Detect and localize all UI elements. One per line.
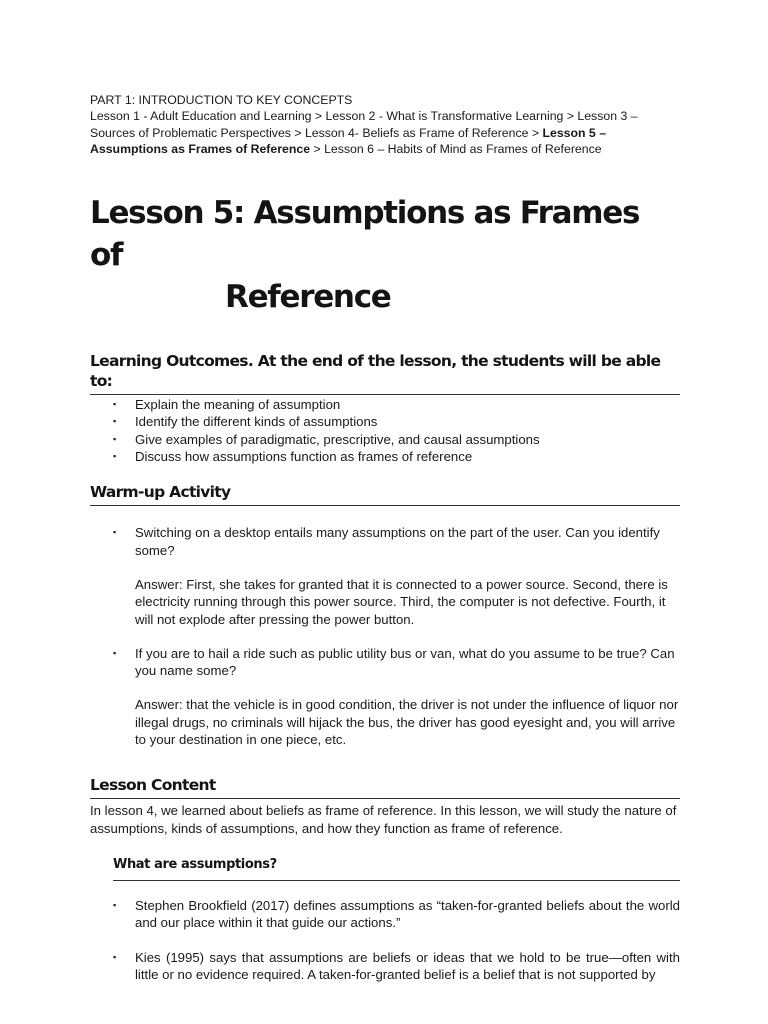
bullet-icon: ▪ xyxy=(113,451,117,462)
bullet-icon: ▪ xyxy=(113,647,117,658)
breadcrumb xyxy=(90,92,680,157)
list-item xyxy=(90,524,680,627)
bullet-icon: ▪ xyxy=(113,951,117,962)
list-item: ▪ Kies (1995) says that assumptions are beliefs or ideas that we hold to be true—often with little or no evidence required. A taken-for-granted belief is a belief that is not supported by xyxy=(113,949,680,982)
lesson-content-intro: In lesson 4, we learned about beliefs as frame of reference. In this lesson, we will study the nature of assumptions, kinds of assumptions, and how they function as frame of reference. xyxy=(90,803,677,836)
part-label: PART 1: INTRODUCTION TO KEY CONCEPTS xyxy=(90,93,353,107)
definitions-list xyxy=(90,897,680,983)
what-are-assumptions-heading: What are assumptions? xyxy=(113,856,680,881)
document-page xyxy=(90,92,680,983)
learning-outcomes-heading: Learning Outcomes. At the end of the lesson, the students will be able to: xyxy=(90,351,680,395)
list-item: ▪ Discuss how assumptions function as frames of reference xyxy=(113,449,473,465)
warmup-list xyxy=(90,524,680,748)
list-item: ▪ Stephen Brookfield (2017) defines assumptions as “taken-for-granted beliefs about the world and our place within it that guide our actions.” xyxy=(113,897,680,931)
learning-outcomes-list xyxy=(90,396,680,465)
list-item xyxy=(90,645,680,748)
list-item: ▪ Identify the different kinds of assumptions xyxy=(113,414,378,430)
lesson-content-heading: Lesson Content xyxy=(90,775,680,799)
breadcrumb-next: > Lesson 6 – Habits of Mind as Frames of Reference xyxy=(310,141,602,156)
warmup-heading: Warm-up Activity xyxy=(90,482,680,506)
warmup-answer: Answer: First, she takes for granted that it is connected to a power source. Second, there is electricity running through this power source. Third, the computer is not defective. Fourth, it will not explode after pressing the power button. xyxy=(135,576,668,627)
bullet-icon: ▪ xyxy=(113,433,117,444)
bullet-icon: ▪ xyxy=(113,416,117,427)
warmup-question: If you are to hail a ride such as public utility bus or van, what do you assume to be true? Can you name some? xyxy=(135,645,675,679)
warmup-question: Switching on a desktop entails many assumptions on the part of the user. Can you identify some? xyxy=(135,525,660,558)
title-line-1: Lesson 5: Assumptions as Frames of xyxy=(90,195,640,274)
bullet-icon: ▪ xyxy=(113,899,117,910)
bullet-icon: ▪ xyxy=(113,527,117,538)
breadcrumb-current: Lesson 5 – Assumptions as Frames of Reference xyxy=(90,125,607,156)
list-item: ▪ Give examples of paradigmatic, prescriptive, and causal assumptions xyxy=(113,431,540,447)
page-title xyxy=(90,192,680,318)
list-item: ▪ Explain the meaning of assumption xyxy=(113,397,341,413)
warmup-answer: Answer: that the vehicle is in good condition, the driver is not under the influence of liquor nor illegal drugs, no criminals will hijack the bus, the driver has good eyesight and, you will arrive to your destination in one piece, etc. xyxy=(135,697,679,748)
title-line-2: Reference xyxy=(225,279,391,316)
bullet-icon: ▪ xyxy=(113,399,117,410)
breadcrumb-lessons: Lesson 1 - Adult Education and Learning > Lesson 2 - What is Transformative Learning > Lesson 3 – Sources of Problematic Perspectives > Lesson 4- Beliefs as Frame of Reference > xyxy=(90,109,638,140)
